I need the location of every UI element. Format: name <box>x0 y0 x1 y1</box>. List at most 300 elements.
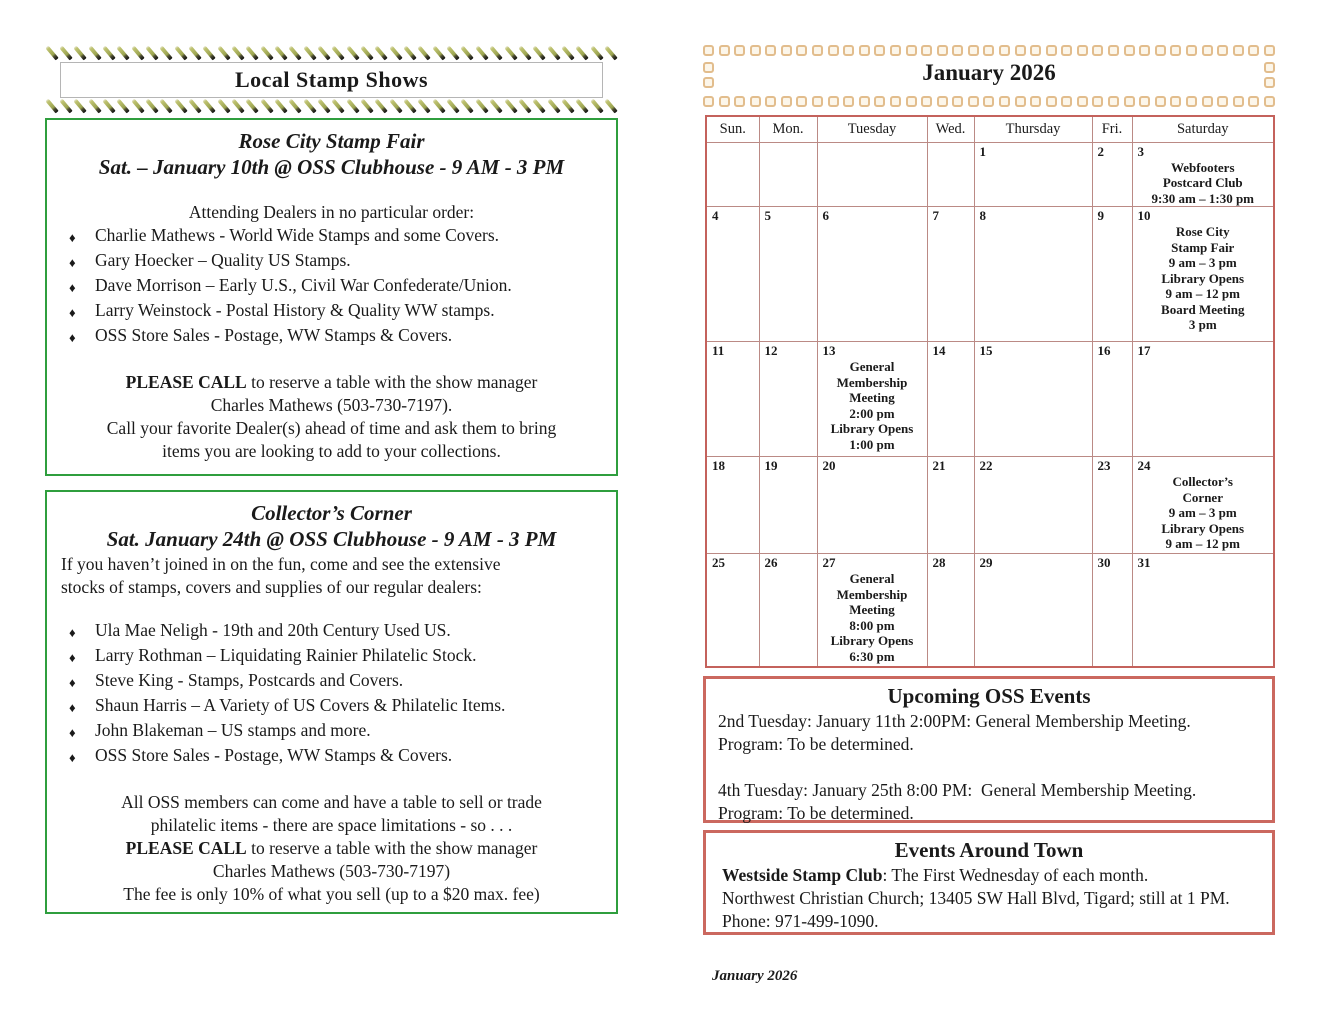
calendar-day-cell <box>974 207 1092 342</box>
pencil-icon <box>346 45 359 62</box>
pencil-icon <box>217 45 230 62</box>
pencil-icon <box>490 98 503 115</box>
calendar-day-header: Mon. <box>759 116 817 142</box>
pencil-icon <box>260 98 273 115</box>
pencil-icon <box>533 45 546 62</box>
day-number <box>928 143 974 144</box>
calendar-day-cell <box>974 457 1092 554</box>
stamp-icon <box>1015 45 1026 56</box>
calendar-day-cell <box>1132 207 1274 342</box>
calendar-day-cell <box>974 554 1092 667</box>
day-number: 22 <box>979 458 993 473</box>
calendar-day-cell <box>759 207 817 342</box>
upcoming-event-line: 2nd Tuesday: January 11th 2:00PM: General Membership Meeting. <box>718 710 1191 731</box>
collectors-corner-box <box>45 490 618 914</box>
stamp-icon <box>1170 96 1181 107</box>
pencil-icon <box>174 98 187 115</box>
calendar-header-row <box>706 116 1274 142</box>
upcoming-oss-events-box <box>703 676 1275 823</box>
calendar-day-cell <box>974 342 1092 457</box>
stamp-icon <box>890 96 901 107</box>
pencil-icon <box>318 98 331 115</box>
club-address-line: Northwest Christian Church; 13405 SW Hall Blvd, Tigard; still at 1 PM. <box>722 887 1230 908</box>
pencil-icon <box>145 98 158 115</box>
day-number: 8 <box>979 208 986 223</box>
rose-city-dealer-list <box>57 224 606 349</box>
event-datetime: Sat. – January 10th @ OSS Clubhouse - 9 AM - 3 PM <box>98 155 565 179</box>
stamp-icon <box>1233 96 1244 107</box>
pencil-icon <box>160 98 173 115</box>
pencil-icon <box>131 98 144 115</box>
calendar-day-cell <box>927 207 974 342</box>
pencil-icon <box>547 45 560 62</box>
calendar-day-header: Thursday <box>974 116 1092 142</box>
calendar-day-cell <box>1132 342 1274 457</box>
day-number: 7 <box>932 208 939 223</box>
dealer-text: Larry Weinstock - Postal History & Quality WW stamps. <box>95 300 495 320</box>
day-number: 27 <box>822 555 836 570</box>
calendar-event-line: Library Opens <box>1161 520 1245 536</box>
calendar-day-cell <box>817 142 927 207</box>
pencil-icon <box>461 45 474 62</box>
pencil-icon <box>131 45 144 62</box>
calendar-day-cell <box>927 342 974 457</box>
rose-city-stamp-fair-box <box>45 118 618 476</box>
intro-line: If you haven’t joined in on the fun, come and see the extensive <box>61 554 501 574</box>
manager-phone: Charles Mathews (503-730-7197) <box>212 861 451 881</box>
stamp-icon <box>1186 45 1197 56</box>
day-number: 21 <box>932 458 946 473</box>
pencil-icon <box>389 45 402 62</box>
stamp-icon <box>843 96 854 107</box>
pencil-icon <box>475 45 488 62</box>
stamp-icon <box>812 45 823 56</box>
call-line-rest: to reserve a table with the show manager <box>246 372 538 392</box>
calendar-day-cell <box>817 207 927 342</box>
calendar-event-line: Postcard Club <box>1162 175 1243 190</box>
day-number: 24 <box>1137 458 1151 473</box>
dealer-text: OSS Store Sales - Postage, WW Stamps & Covers. <box>95 325 453 345</box>
calendar-event <box>1133 159 1274 207</box>
stamp-icon <box>703 96 714 107</box>
please-call-emphasis: PLEASE CALL <box>125 372 247 392</box>
pencil-icon <box>518 98 531 115</box>
calendar-day-cell <box>927 554 974 667</box>
day-number: 19 <box>764 458 778 473</box>
pencil-icon <box>45 98 58 115</box>
calendar-day-cell <box>927 142 974 207</box>
calendar-event-line: 8:00 pm <box>849 617 895 633</box>
calendar-event-line: 1:00 pm <box>849 436 895 452</box>
stamp-icon <box>890 45 901 56</box>
pencil-icon <box>590 98 603 115</box>
pencil-icon <box>375 45 388 62</box>
reservation-note <box>57 791 606 906</box>
calendar-week-row <box>706 342 1274 457</box>
pencil-icon <box>289 98 302 115</box>
diamond-bullet-icon: ♦ <box>69 255 76 270</box>
upcoming-event-line <box>716 756 1262 779</box>
calendar-event-line: 9 am – 12 pm <box>1165 536 1240 551</box>
pencil-icon <box>404 98 417 115</box>
day-number: 5 <box>764 208 771 223</box>
dealer-text: Steve King - Stamps, Postcards and Covers. <box>95 670 404 690</box>
pencil-icon <box>203 45 216 62</box>
calendar-event-line: Library Opens <box>830 633 914 648</box>
diamond-bullet-icon: ♦ <box>69 700 76 715</box>
pencil-icon <box>590 45 603 62</box>
dealer-item <box>69 719 606 744</box>
pencil-icon <box>45 45 58 62</box>
calendar-day-cell <box>706 554 759 667</box>
pencil-icon <box>576 98 589 115</box>
calendar-day-cell <box>1092 142 1132 207</box>
stamp-icon <box>796 96 807 107</box>
day-number: 12 <box>764 343 778 358</box>
day-number: 6 <box>822 208 829 223</box>
calendar-event <box>1133 473 1274 552</box>
stamp-icon <box>703 45 714 56</box>
calendar-week-row <box>706 207 1274 342</box>
stamp-icon <box>1124 96 1135 107</box>
stamp-icon <box>1046 96 1057 107</box>
pencil-icon <box>461 98 474 115</box>
day-number: 11 <box>712 343 725 358</box>
dealer-item <box>69 324 606 349</box>
day-number: 1 <box>979 143 986 159</box>
pencil-icon <box>88 45 101 62</box>
pencil-icon <box>346 98 359 115</box>
calendar-event-line: 9 am – 3 pm <box>1168 505 1237 520</box>
members-note: All OSS members can come and have a table to sell or trade <box>121 792 542 812</box>
pencil-icon <box>561 45 574 62</box>
stamp-icon <box>1092 96 1103 107</box>
calendar-event-line: 9:30 am – 1:30 pm <box>1151 190 1255 206</box>
calendar-week-row <box>706 142 1274 207</box>
dealer-item <box>69 619 606 644</box>
stamp-icon <box>1061 45 1072 56</box>
stamp-border-bottom <box>703 96 1275 107</box>
pencil-icon <box>576 45 589 62</box>
pencil-icon <box>74 98 87 115</box>
calendar-event-line: General <box>849 571 895 586</box>
stamp-icon <box>906 96 917 107</box>
calendar-event-line: Meeting <box>849 390 895 405</box>
calendar-event-line: Webfooters <box>1170 159 1235 175</box>
diamond-bullet-icon: ♦ <box>69 725 76 740</box>
calendar-day-cell <box>927 457 974 554</box>
calendar-event-line: Corner <box>1182 489 1223 505</box>
calendar-event-line: Rose City <box>1175 224 1230 239</box>
day-number: 13 <box>822 343 836 358</box>
header-band <box>60 62 603 98</box>
pencil-icon <box>475 98 488 115</box>
pencil-icon <box>303 45 316 62</box>
diamond-bullet-icon: ♦ <box>69 230 76 245</box>
pencil-icon <box>604 98 617 115</box>
calendar-day-cell <box>706 142 759 207</box>
stamp-icon <box>1139 96 1150 107</box>
calendar-day-cell <box>759 457 817 554</box>
stamp-icon <box>968 96 979 107</box>
stamp-icon <box>874 96 885 107</box>
upcoming-events-lines <box>716 710 1262 825</box>
dealers-intro: Attending Dealers in no particular order: <box>188 202 475 222</box>
pencil-icon <box>332 45 345 62</box>
stamp-icon <box>1264 96 1275 107</box>
day-number: 25 <box>712 555 725 570</box>
stamp-icon <box>1030 45 1041 56</box>
pencil-icon <box>88 98 101 115</box>
stamp-icon <box>1264 45 1275 56</box>
calendar-day-cell <box>1092 207 1132 342</box>
pencil-icon <box>432 98 445 115</box>
pencil-icon <box>361 98 374 115</box>
stamp-icon <box>1077 45 1088 56</box>
dealer-text: Charlie Mathews - World Wide Stamps and some Covers. <box>95 225 500 245</box>
pencil-icon <box>404 45 417 62</box>
local-stamp-shows-header <box>45 45 618 115</box>
pencil-border-top <box>45 45 618 62</box>
stamp-icon <box>1030 96 1041 107</box>
day-number: 16 <box>1097 343 1111 358</box>
upcoming-event-line: Program: To be determined. <box>718 802 914 823</box>
upcoming-event-line: 4th Tuesday: January 25th 8:00 PM: General Membership Meeting. <box>718 779 1197 800</box>
stamp-icon <box>1061 96 1072 107</box>
day-number: 10 <box>1137 208 1151 223</box>
pencil-icon <box>74 45 87 62</box>
pencil-icon <box>59 45 72 62</box>
stamp-icon <box>1046 45 1057 56</box>
day-number <box>818 143 927 144</box>
stamp-icon <box>828 45 839 56</box>
right-column <box>703 45 1275 985</box>
calendar-day-cell <box>1132 142 1274 207</box>
day-number: 18 <box>712 458 725 473</box>
pencil-icon <box>174 45 187 62</box>
pencil-icon <box>231 98 244 115</box>
day-number: 28 <box>932 555 946 570</box>
diamond-bullet-icon: ♦ <box>69 625 76 640</box>
collectors-corner-dealer-list <box>57 619 606 769</box>
pencil-icon <box>246 98 259 115</box>
day-number: 30 <box>1097 555 1111 570</box>
calendar-day-header: Sun. <box>706 116 759 142</box>
stamp-icon <box>1108 96 1119 107</box>
stamp-icon <box>734 45 745 56</box>
calendar-day-cell <box>706 207 759 342</box>
stamp-icon <box>1139 45 1150 56</box>
pencil-icon <box>231 45 244 62</box>
calendar-week-row <box>706 457 1274 554</box>
dealer-text: John Blakeman – US stamps and more. <box>95 720 371 740</box>
day-number: 20 <box>822 458 836 473</box>
day-number: 4 <box>712 208 719 223</box>
day-number <box>707 143 759 144</box>
day-number: 31 <box>1137 555 1151 570</box>
pencil-icon <box>102 98 115 115</box>
club-phone-line: Phone: 971-499-1090. <box>722 910 879 931</box>
calendar-event <box>818 570 927 664</box>
pencil-icon <box>275 98 288 115</box>
calendar-day-cell <box>817 342 927 457</box>
calendar-event-line: 2:00 pm <box>849 405 895 421</box>
calendar-day-cell <box>1132 457 1274 554</box>
day-number: 29 <box>979 555 993 570</box>
pencil-icon <box>217 98 230 115</box>
pencil-icon <box>561 98 574 115</box>
pencil-icon <box>318 45 331 62</box>
stamp-border-top <box>703 45 1275 56</box>
calendar-day-cell <box>1132 554 1274 667</box>
stamp-icon <box>781 45 792 56</box>
stamp-icon <box>1248 45 1259 56</box>
stamp-icon <box>796 45 807 56</box>
pencil-icon <box>490 45 503 62</box>
dealer-text: Ula Mae Neligh - 19th and 20th Century Used US. <box>95 620 451 640</box>
calendar-event-line: Stamp Fair <box>1171 239 1235 255</box>
call-ahead-note-2: items you are looking to add to your collections. <box>162 441 501 461</box>
calendar-event <box>818 358 927 452</box>
day-number: 9 <box>1097 208 1104 223</box>
day-number: 2 <box>1097 143 1104 159</box>
calendar-week-row <box>706 554 1274 667</box>
day-number: 14 <box>932 343 946 358</box>
day-number: 26 <box>764 555 778 570</box>
pencil-icon <box>102 45 115 62</box>
stamp-icon <box>859 96 870 107</box>
calendar-event-line: 6:30 pm <box>849 648 895 664</box>
calendar-day-header: Fri. <box>1092 116 1132 142</box>
calendar-day-header: Tuesday <box>817 116 927 142</box>
dealer-item <box>69 669 606 694</box>
stamp-icon <box>1092 45 1103 56</box>
stamp-icon <box>999 45 1010 56</box>
stamp-icon <box>1108 45 1119 56</box>
event-title: Collector’s Corner <box>251 501 412 525</box>
dealer-item <box>69 224 606 249</box>
reservation-note <box>57 371 606 463</box>
pencil-icon <box>160 45 173 62</box>
pencil-icon <box>303 98 316 115</box>
calendar-day-cell <box>706 457 759 554</box>
stamp-icon <box>859 45 870 56</box>
club-line-rest: : The First Wednesday of each month. <box>882 864 1149 885</box>
pencil-icon <box>418 45 431 62</box>
stamp-icon <box>719 96 730 107</box>
day-number: 15 <box>979 343 993 358</box>
pencil-icon <box>375 98 388 115</box>
dealer-text: Dave Morrison – Early U.S., Civil War Confederate/Union. <box>95 275 512 295</box>
upcoming-event-line: Program: To be determined. <box>718 733 914 754</box>
calendar-event-line: Library Opens <box>1161 270 1245 286</box>
around-town-title: Events Around Town <box>894 837 1084 862</box>
calendar-day-cell <box>974 142 1092 207</box>
dealer-item <box>69 299 606 324</box>
stamp-icon <box>983 45 994 56</box>
event-title: Rose City Stamp Fair <box>238 129 425 153</box>
pencil-icon <box>504 45 517 62</box>
stamp-icon <box>843 45 854 56</box>
stamp-icon <box>1248 96 1259 107</box>
january-calendar <box>705 115 1275 668</box>
pencil-icon <box>332 98 345 115</box>
stamp-icon <box>1077 96 1088 107</box>
stamp-icon <box>765 45 776 56</box>
stamp-icon <box>1217 96 1228 107</box>
calendar-day-cell <box>1092 457 1132 554</box>
dealer-text: Gary Hoecker – Quality US Stamps. <box>95 250 351 270</box>
stamp-icon <box>1124 45 1135 56</box>
calendar-day-cell <box>817 554 927 667</box>
call-line-rest: to reserve a table with the show manager <box>246 838 538 858</box>
dealer-text: OSS Store Sales - Postage, WW Stamps & Covers. <box>95 745 453 765</box>
stamp-icon <box>781 96 792 107</box>
intro-line: stocks of stamps, covers and supplies of our regular dealers: <box>61 577 482 597</box>
calendar-event-line: Membership <box>836 374 908 390</box>
stamp-icon <box>1202 45 1213 56</box>
day-number: 23 <box>1097 458 1111 473</box>
stamp-icon <box>1155 45 1166 56</box>
call-line <box>57 371 606 394</box>
stamp-icon <box>1202 96 1213 107</box>
pencil-icon <box>518 45 531 62</box>
page-footer-date: January 2026 <box>712 967 798 984</box>
pencil-icon <box>59 98 72 115</box>
stamp-icon <box>921 45 932 56</box>
calendar-event-line: 9 am – 12 pm <box>1165 286 1240 301</box>
calendar-day-cell <box>706 342 759 457</box>
stamp-icon <box>750 96 761 107</box>
pencil-icon <box>188 98 201 115</box>
calendar-month-title: January 2026 <box>922 60 1056 85</box>
pencil-icon <box>188 45 201 62</box>
dealer-item <box>69 644 606 669</box>
diamond-bullet-icon: ♦ <box>69 650 76 665</box>
day-number: 3 <box>1137 143 1144 159</box>
calendar-event <box>1133 223 1274 333</box>
left-section-title: Local Stamp Shows <box>234 67 429 92</box>
pencil-icon <box>260 45 273 62</box>
stamp-icon <box>1233 45 1244 56</box>
pencil-icon <box>504 98 517 115</box>
pencil-icon <box>604 45 617 62</box>
event-datetime: Sat. January 24th @ OSS Clubhouse - 9 AM - 3 PM <box>106 527 557 551</box>
stamp-icon <box>937 45 948 56</box>
day-number: 17 <box>1137 343 1151 358</box>
pencil-border-bottom <box>45 98 618 115</box>
calendar-event-line: General <box>849 359 895 374</box>
club-name-emphasis: Westside Stamp Club <box>722 864 883 885</box>
pencil-icon <box>533 98 546 115</box>
pencil-icon <box>203 98 216 115</box>
call-ahead-note: Call your favorite Dealer(s) ahead of time and ask them to bring <box>106 418 557 438</box>
pencil-icon <box>432 45 445 62</box>
stamp-icon <box>921 96 932 107</box>
calendar-event-line: Board Meeting <box>1161 301 1245 317</box>
pencil-icon <box>547 98 560 115</box>
calendar-day-header: Wed. <box>927 116 974 142</box>
diamond-bullet-icon: ♦ <box>69 305 76 320</box>
pencil-icon <box>389 98 402 115</box>
stamp-icon <box>937 96 948 107</box>
stamp-icon <box>1015 96 1026 107</box>
calendar-day-cell <box>759 142 817 207</box>
stamp-icon <box>1155 96 1166 107</box>
pencil-icon <box>117 98 130 115</box>
stamp-icon <box>765 96 776 107</box>
diamond-bullet-icon: ♦ <box>69 330 76 345</box>
